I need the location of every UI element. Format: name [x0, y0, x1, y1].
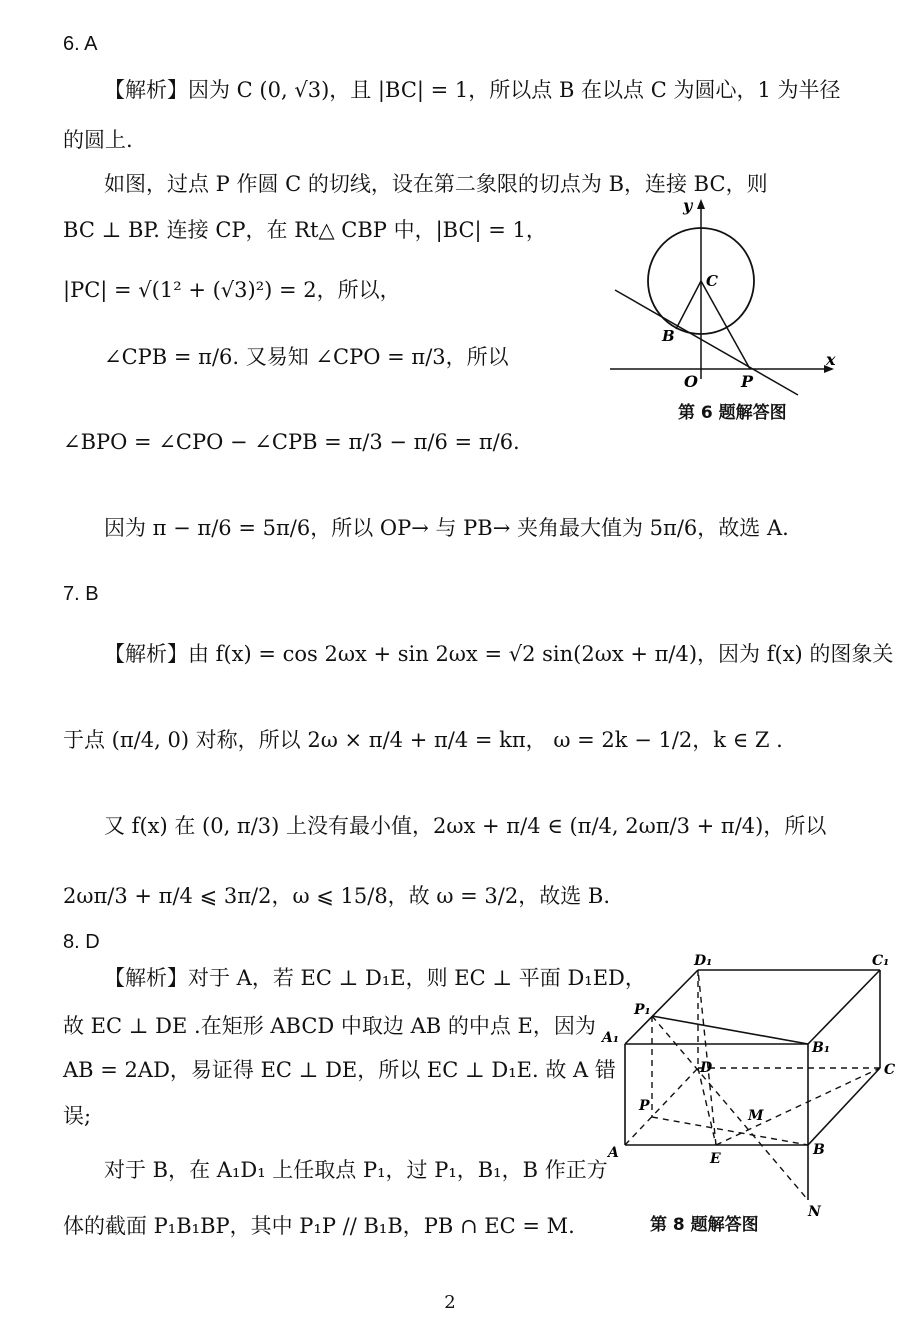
fig8-label-c1: C₁: [872, 953, 890, 969]
fig8-edge-p1b1: [652, 1016, 808, 1044]
fig8-edge-ad: [625, 1068, 698, 1145]
fig6-label-c: C: [706, 272, 718, 290]
fig8-label-b: B: [813, 1142, 825, 1158]
fig8-label-n: N: [808, 1204, 821, 1220]
q6-line-5: |PC| = √(1² + (√3)²) = 2，所以，: [63, 278, 401, 302]
fig6-y-arrow-icon: [697, 199, 705, 209]
q6-line-4: BC ⊥ BP. 连接 CP，在 Rt△ CBP 中，|BC| = 1，: [63, 218, 547, 242]
q7-line-4: 2ωπ/3 + π/4 ⩽ 3π/2，ω ⩽ 15/8，故 ω = 3/2，故选 B.: [63, 884, 611, 908]
fig8-edge-pb: [652, 1117, 808, 1145]
fig8-label-m: M: [748, 1108, 764, 1124]
q6-line-6: ∠CPB = π/6. 又易知 ∠CPO = π/3，所以: [104, 345, 509, 369]
fig8-label-d: D: [700, 1060, 713, 1076]
q8-line-5: 对于 B，在 A₁D₁ 上任取点 P₁，过 P₁，B₁，B 作正方: [104, 1158, 608, 1182]
fig8-label-p: P: [639, 1098, 650, 1114]
fig8-label-a: A: [608, 1145, 619, 1161]
fig8-label-c: C: [884, 1062, 896, 1078]
fig8-label-p1: P₁: [634, 1002, 651, 1018]
q6-number: 6. A: [63, 33, 98, 55]
figure-8-caption: 第 8 题解答图: [650, 1215, 759, 1235]
q6-line-3: 如图，过点 P 作圆 C 的切线，设在第二象限的切点为 B，连接 BC，则: [104, 172, 768, 196]
q6-line-1: 【解析】因为 C (0, √3)，且 |BC| = 1，所以点 B 在以点 C 为圆心，1 为半径: [104, 78, 841, 102]
fig6-tangent-line: [615, 290, 798, 395]
fig8-edge-ec: [716, 1068, 880, 1145]
q7-line-2: 于点 (π/4, 0) 对称，所以 2ω × π/4 + π/4 = kπ， ω = 2k − 1/2，k ∈ Z .: [63, 728, 783, 752]
fig6-label-x: x: [826, 350, 836, 369]
fig6-label-o: O: [684, 372, 698, 391]
fig8-label-e: E: [710, 1151, 721, 1167]
q6-line-2: 的圆上.: [63, 128, 133, 152]
q8-number: 8. D: [63, 931, 100, 953]
figure-6-caption: 第 6 题解答图: [678, 403, 787, 423]
page-number: 2: [444, 1292, 456, 1313]
figure-6-diagram: [610, 195, 845, 391]
q8-line-3: AB = 2AD，易证得 EC ⊥ DE，所以 EC ⊥ D₁E. 故 A 错: [63, 1058, 616, 1082]
fig8-label-a1: A₁: [602, 1030, 619, 1046]
fig8-label-b1: B₁: [812, 1040, 830, 1056]
q6-line-8: 因为 π − π/6 = 5π/6，所以 OP→ 与 PB→ 夹角最大值为 5π/6，故选 A.: [104, 516, 789, 540]
fig6-segment-cp: [701, 281, 750, 369]
q8-line-4: 误;: [63, 1104, 92, 1128]
q8-line-6: 体的截面 P₁B₁BP，其中 P₁P // B₁B，PB ∩ EC = M.: [63, 1214, 575, 1238]
q6-line-7: ∠BPO = ∠CPO − ∠CPB = π/3 − π/6 = π/6.: [63, 430, 520, 454]
fig8-edge-de: [698, 1068, 716, 1145]
q7-line-3: 又 f(x) 在 (0, π/3) 上没有最小值，2ωx + π/4 ∈ (π/4, 2ωπ/3 + π/4)，所以: [104, 814, 827, 838]
fig8-edge-b1c1: [808, 970, 880, 1044]
figure-8-diagram: [590, 950, 896, 1225]
fig6-segment-cb: [676, 281, 701, 329]
q7-number: 7. B: [63, 583, 99, 605]
fig6-label-y: y: [683, 196, 693, 215]
q8-line-2: 故 EC ⊥ DE .在矩形 ABCD 中取边 AB 的中点 E，因为: [63, 1014, 596, 1038]
fig8-edge-ed1: [698, 970, 716, 1145]
fig6-label-b: B: [662, 327, 675, 345]
q8-line-1: 【解析】对于 A，若 EC ⊥ D₁E，则 EC ⊥ 平面 D₁ED，: [104, 966, 646, 990]
fig6-label-p: P: [741, 372, 754, 391]
fig8-edge-bc: [808, 1068, 880, 1145]
fig8-label-d1: D₁: [694, 953, 713, 969]
q7-line-1: 【解析】由 f(x) = cos 2ωx + sin 2ωx = √2 sin(2ωx + π/4)，因为 f(x) 的图象关: [104, 642, 894, 666]
